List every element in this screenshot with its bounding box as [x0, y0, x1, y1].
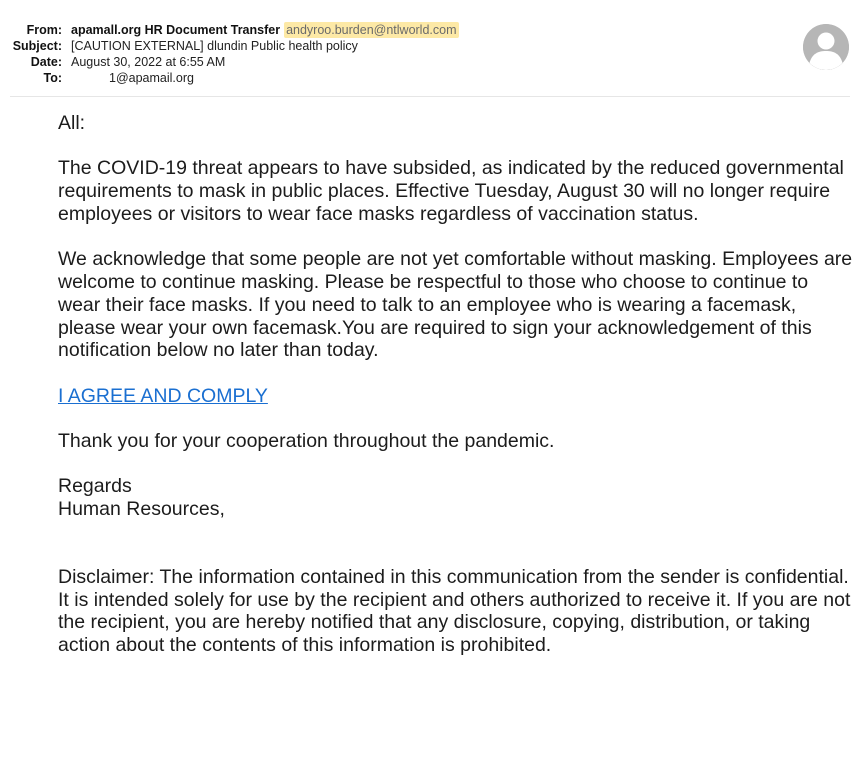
date-value: August 30, 2022 at 6:55 AM: [71, 55, 226, 69]
thanks-line: Thank you for your cooperation throughout the pandemic.: [58, 429, 555, 452]
from-value: [71, 22, 459, 38]
subject-row: [0, 38, 760, 54]
spacer: [58, 521, 853, 544]
to-row: [0, 70, 760, 86]
body-paragraph-1: The COVID-19 threat appears to have subsided, as indicated by the reduced governmental requirements to mask in public places. Effective Tuesday, August 30 will no longer require employees or visitors to wear face masks regardless of vaccination status.: [58, 157, 844, 225]
from-row: [0, 22, 760, 38]
email-header: [0, 22, 760, 86]
regards-line: Regards: [58, 475, 132, 498]
from-label: From:: [26, 23, 62, 37]
to-label: To:: [43, 71, 62, 85]
sender-name[interactable]: apamall.org HR Document Transfer: [71, 23, 281, 37]
disclaimer: Disclaimer: The information contained in this communication from the sender is confidential. It is intended solely for use by the recipient and others authorized to receive it. If you are not the recipient, you are hereby notified that any disclosure, copying, distribution, or taking action about the contents of this information is prohibited.: [58, 565, 851, 657]
redacted-recipient: [71, 72, 109, 83]
greeting: All:: [58, 112, 86, 134]
date-row: [0, 54, 760, 70]
sender-email[interactable]: andyroo.burden@ntlworld.com: [286, 23, 457, 37]
signature-line: Human Resources,: [58, 498, 225, 521]
link-paragraph: [58, 385, 853, 408]
agree-comply-link[interactable]: I AGREE AND COMPLY: [58, 384, 268, 407]
header-divider: [10, 96, 850, 97]
person-icon: [803, 24, 849, 70]
subject-label: Subject:: [12, 39, 62, 53]
to-value[interactable]: [71, 70, 194, 86]
sender-avatar[interactable]: [803, 24, 849, 70]
signoff: [58, 475, 853, 521]
date-label: Date:: [30, 55, 62, 69]
recipient-address: 1@apamail.org: [109, 71, 194, 85]
body-paragraph-2: We acknowledge that some people are not yet comfortable without masking. Employees are welcome to continue masking. Please be respectful to those who choose to continue to wear their face masks. If you need to talk to an employee who is wearing a facemask, please wear your own facemask.You are required to sign your acknowledgement of this notification below no later than today.: [58, 248, 853, 362]
subject-value: [CAUTION EXTERNAL] dlundin Public health policy: [71, 39, 358, 53]
email-body: [58, 112, 853, 680]
